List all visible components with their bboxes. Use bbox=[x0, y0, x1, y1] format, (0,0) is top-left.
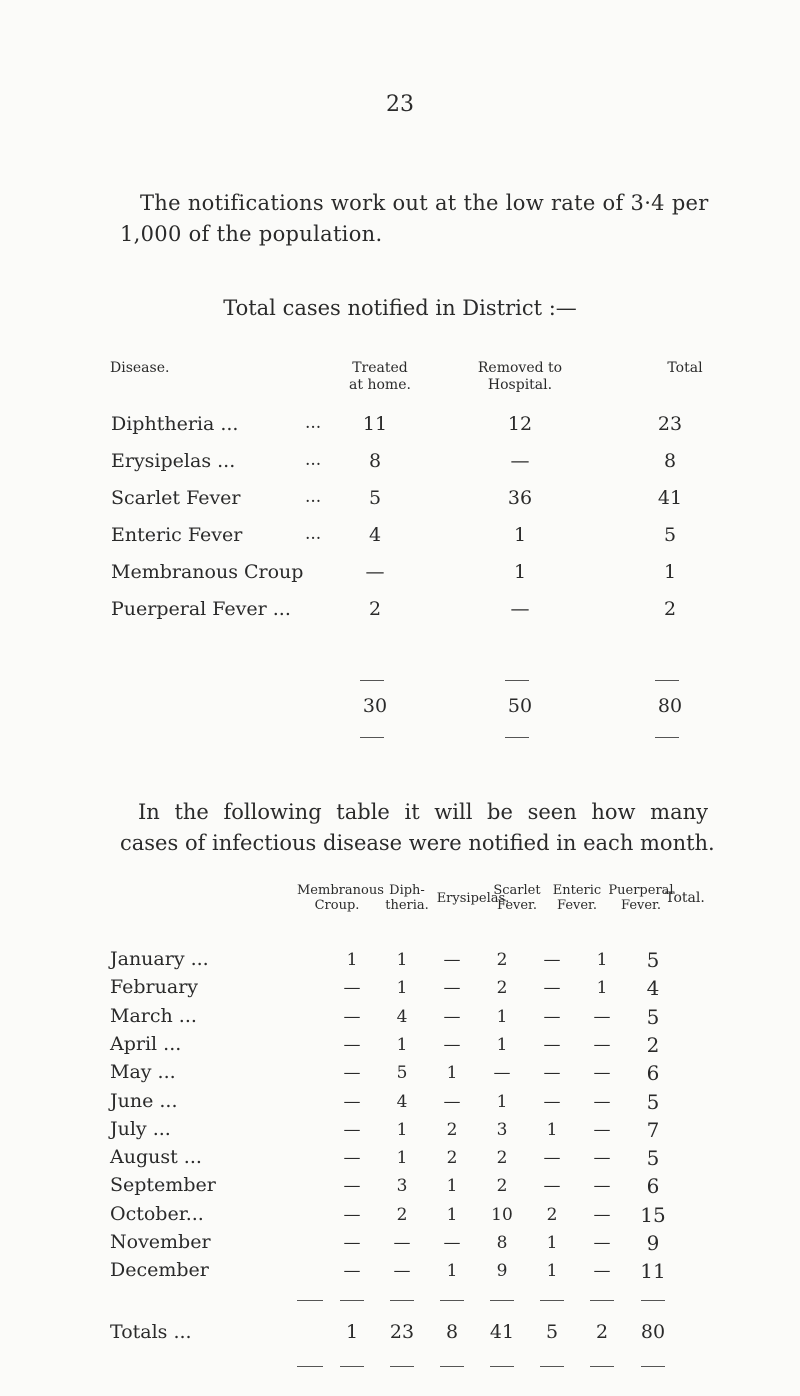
t2-cell: — bbox=[543, 1176, 561, 1196]
t1-row-total: 1 bbox=[663, 561, 677, 583]
t2-cell: 11 bbox=[640, 1259, 666, 1283]
t1-header-removed-line2: Hospital. bbox=[487, 377, 553, 393]
t2-month-label: July ... bbox=[110, 1118, 171, 1140]
t2-cell: — bbox=[593, 1176, 611, 1196]
t2-rule bbox=[390, 1300, 414, 1301]
t2-cell: 15 bbox=[640, 1203, 666, 1227]
t1-row-treated: 11 bbox=[362, 413, 388, 435]
t2-rule bbox=[490, 1366, 514, 1367]
t2-total-cell: 8 bbox=[445, 1321, 459, 1343]
t2-rule bbox=[490, 1300, 514, 1301]
intro-line-2: 1,000 of the population. bbox=[120, 222, 383, 246]
t2-cell: — bbox=[343, 1120, 361, 1140]
t2-cell: 5 bbox=[646, 1005, 660, 1029]
t1-row-dots: ... bbox=[305, 413, 322, 433]
t1-rule bbox=[655, 737, 679, 738]
t2-header-line1: Scarlet bbox=[493, 883, 541, 898]
para2-line-1: In the following table it will be seen how many bbox=[138, 800, 708, 824]
t2-cell: — bbox=[443, 1233, 461, 1253]
t1-rule bbox=[360, 737, 384, 738]
t1-row-treated: — bbox=[365, 561, 385, 583]
table1-title: Total cases notified in District :— bbox=[223, 296, 577, 320]
t2-cell: — bbox=[443, 1035, 461, 1055]
t2-cell: 1 bbox=[496, 1035, 508, 1055]
t2-cell: — bbox=[343, 1176, 361, 1196]
t2-cell: 1 bbox=[396, 950, 408, 970]
t1-total-total: 80 bbox=[657, 695, 683, 717]
t2-cell: — bbox=[593, 1205, 611, 1225]
t1-header-treated-line2: at home. bbox=[349, 377, 411, 393]
t1-header-total: Total bbox=[667, 360, 703, 376]
t2-header-line1: Erysipelas. bbox=[436, 891, 510, 906]
t2-rule bbox=[440, 1300, 464, 1301]
t1-total-removed: 50 bbox=[507, 695, 533, 717]
t1-row-disease: Erysipelas ... bbox=[111, 450, 236, 472]
t2-cell: 2 bbox=[446, 1148, 458, 1168]
t2-total-cell: 80 bbox=[640, 1321, 666, 1343]
t2-rule bbox=[297, 1300, 323, 1301]
t2-cell: 5 bbox=[646, 948, 660, 972]
t2-rule bbox=[641, 1366, 665, 1367]
t2-cell: — bbox=[343, 1233, 361, 1253]
t2-cell: 1 bbox=[396, 1120, 408, 1140]
t1-row-dots: ... bbox=[305, 487, 322, 507]
t1-rule bbox=[505, 737, 529, 738]
t2-cell: 1 bbox=[446, 1261, 458, 1281]
t1-header-treated bbox=[320, 360, 440, 394]
t1-row-treated: 8 bbox=[368, 450, 382, 472]
t2-cell: 8 bbox=[496, 1233, 508, 1253]
t2-rule bbox=[590, 1366, 614, 1367]
t1-row-removed: 12 bbox=[507, 413, 533, 435]
t2-cell: — bbox=[543, 1007, 561, 1027]
t2-cell: 1 bbox=[546, 1120, 558, 1140]
t2-cell: — bbox=[343, 1092, 361, 1112]
t2-cell: — bbox=[493, 1063, 511, 1083]
intro-line-1: The notifications work out at the low rate of 3·4 per bbox=[140, 191, 709, 215]
para2-line-2: cases of infectious disease were notified in each month. bbox=[120, 831, 715, 855]
t2-month-label: January ... bbox=[110, 948, 209, 970]
t2-month-label: February bbox=[110, 976, 199, 998]
t1-row-total: 5 bbox=[663, 524, 677, 546]
t2-totals-label: Totals ... bbox=[110, 1321, 192, 1343]
t2-cell: — bbox=[593, 1007, 611, 1027]
t2-rule bbox=[297, 1366, 323, 1367]
t2-cell: — bbox=[543, 1035, 561, 1055]
t1-row-disease: Membranous Croup bbox=[111, 561, 304, 583]
t1-row-treated: 4 bbox=[368, 524, 382, 546]
t2-cell: 2 bbox=[496, 1148, 508, 1168]
t2-rule bbox=[440, 1366, 464, 1367]
t1-row-removed: — bbox=[510, 598, 530, 620]
t1-header-disease: Disease. bbox=[110, 360, 170, 376]
t2-cell: — bbox=[343, 1007, 361, 1027]
t2-cell: 2 bbox=[646, 1033, 660, 1057]
t2-rule bbox=[390, 1366, 414, 1367]
t2-total-cell: 41 bbox=[489, 1321, 515, 1343]
t2-header bbox=[662, 891, 708, 906]
t2-cell: — bbox=[593, 1092, 611, 1112]
t2-month-label: May ... bbox=[110, 1061, 176, 1083]
t2-cell: — bbox=[343, 978, 361, 998]
t2-cell: — bbox=[593, 1035, 611, 1055]
t2-header bbox=[377, 883, 437, 913]
t2-cell: 1 bbox=[446, 1176, 458, 1196]
t1-header-removed bbox=[450, 360, 590, 394]
t2-cell: 4 bbox=[396, 1007, 408, 1027]
t2-cell: 10 bbox=[491, 1205, 513, 1225]
t2-cell: 1 bbox=[546, 1261, 558, 1281]
t2-header-line1: Puerperal bbox=[608, 883, 674, 898]
t2-rule bbox=[590, 1300, 614, 1301]
t2-header-line2: Croup. bbox=[314, 898, 360, 913]
t2-cell: — bbox=[593, 1120, 611, 1140]
t2-month-label: December bbox=[110, 1259, 209, 1281]
t2-cell: 4 bbox=[396, 1092, 408, 1112]
t2-total-cell: 1 bbox=[345, 1321, 359, 1343]
t2-cell: 1 bbox=[396, 978, 408, 998]
t2-header bbox=[297, 883, 384, 913]
t2-cell: 2 bbox=[546, 1205, 558, 1225]
t1-header-treated-line1: Treated bbox=[352, 360, 408, 376]
t2-cell: 1 bbox=[596, 950, 608, 970]
t2-cell: — bbox=[443, 978, 461, 998]
t2-month-label: September bbox=[110, 1174, 216, 1196]
t2-cell: 7 bbox=[646, 1118, 660, 1142]
t1-row-dots: ... bbox=[305, 524, 322, 544]
t2-cell: 1 bbox=[446, 1205, 458, 1225]
t2-cell: 1 bbox=[596, 978, 608, 998]
t1-row-removed: 1 bbox=[513, 561, 527, 583]
t1-row-total: 2 bbox=[663, 598, 677, 620]
t1-row-total: 23 bbox=[657, 413, 683, 435]
t2-cell: 5 bbox=[646, 1090, 660, 1114]
t1-row-treated: 2 bbox=[368, 598, 382, 620]
t1-row-dots: ... bbox=[305, 450, 322, 470]
t2-month-label: August ... bbox=[110, 1146, 202, 1168]
t2-cell: 9 bbox=[646, 1231, 660, 1255]
t2-cell: 1 bbox=[496, 1092, 508, 1112]
t2-cell: — bbox=[593, 1063, 611, 1083]
t2-cell: 2 bbox=[496, 950, 508, 970]
t2-cell: — bbox=[343, 1035, 361, 1055]
t2-cell: — bbox=[543, 1092, 561, 1112]
t2-header-line2: Fever. bbox=[621, 898, 661, 913]
t1-row-disease: Puerperal Fever ... bbox=[111, 598, 291, 620]
t2-cell: — bbox=[543, 1063, 561, 1083]
t2-total-cell: 23 bbox=[389, 1321, 415, 1343]
t1-rule bbox=[655, 680, 679, 681]
t1-row-disease: Enteric Fever bbox=[111, 524, 243, 546]
t2-cell: 1 bbox=[346, 950, 358, 970]
t1-header-removed-line1: Removed to bbox=[477, 360, 563, 376]
t2-cell: — bbox=[393, 1233, 411, 1253]
t1-row-disease: Diphtheria ... bbox=[111, 413, 239, 435]
t2-cell: 6 bbox=[646, 1174, 660, 1198]
t2-cell: 2 bbox=[446, 1120, 458, 1140]
t2-cell: 2 bbox=[396, 1205, 408, 1225]
t2-cell: — bbox=[543, 950, 561, 970]
t2-month-label: October... bbox=[110, 1203, 204, 1225]
t2-header-line1: Total. bbox=[665, 890, 705, 906]
t2-month-label: April ... bbox=[110, 1033, 182, 1055]
t2-cell: — bbox=[593, 1261, 611, 1281]
t2-total-cell: 5 bbox=[545, 1321, 559, 1343]
t2-cell: — bbox=[543, 1148, 561, 1168]
t2-cell: 3 bbox=[496, 1120, 508, 1140]
t2-month-label: June ... bbox=[110, 1090, 178, 1112]
t2-header-line1: Enteric bbox=[552, 883, 602, 898]
t2-month-label: March ... bbox=[110, 1005, 197, 1027]
para2 bbox=[120, 797, 715, 859]
t2-cell: 1 bbox=[396, 1035, 408, 1055]
t2-cell: — bbox=[393, 1261, 411, 1281]
t2-cell: 5 bbox=[396, 1063, 408, 1083]
t2-cell: 1 bbox=[496, 1007, 508, 1027]
t1-row-removed: 1 bbox=[513, 524, 527, 546]
t2-header-line1: Membranous bbox=[297, 883, 384, 898]
t2-cell: 1 bbox=[546, 1233, 558, 1253]
t2-header-line2: Fever. bbox=[497, 898, 537, 913]
t2-cell: — bbox=[543, 978, 561, 998]
t2-cell: 5 bbox=[646, 1146, 660, 1170]
t2-cell: 1 bbox=[396, 1148, 408, 1168]
t2-cell: — bbox=[343, 1148, 361, 1168]
t2-cell: — bbox=[593, 1233, 611, 1253]
t2-cell: — bbox=[343, 1261, 361, 1281]
t2-header-line2: theria. bbox=[385, 898, 429, 913]
t2-cell: 9 bbox=[496, 1261, 508, 1281]
t2-cell: — bbox=[443, 1007, 461, 1027]
t2-cell: 2 bbox=[496, 978, 508, 998]
t2-rule bbox=[540, 1300, 564, 1301]
t2-cell: — bbox=[443, 950, 461, 970]
t2-month-label: November bbox=[110, 1231, 211, 1253]
t2-cell: — bbox=[443, 1092, 461, 1112]
t1-row-disease: Scarlet Fever bbox=[111, 487, 241, 509]
t2-cell: 1 bbox=[446, 1063, 458, 1083]
t2-cell: 3 bbox=[396, 1176, 408, 1196]
t1-row-removed: 36 bbox=[507, 487, 533, 509]
t2-total-cell: 2 bbox=[595, 1321, 609, 1343]
t2-rule bbox=[340, 1366, 364, 1367]
intro-paragraph bbox=[120, 188, 709, 250]
t2-header bbox=[547, 883, 607, 913]
t2-header-line1: Diph- bbox=[389, 883, 425, 898]
t2-rule bbox=[340, 1300, 364, 1301]
t1-total-treated: 30 bbox=[362, 695, 388, 717]
t1-rule bbox=[505, 680, 529, 681]
t2-cell: 6 bbox=[646, 1061, 660, 1085]
t2-rule bbox=[641, 1300, 665, 1301]
t2-rule bbox=[540, 1366, 564, 1367]
t2-cell: — bbox=[343, 1063, 361, 1083]
t2-cell: — bbox=[343, 1205, 361, 1225]
t1-row-total: 8 bbox=[663, 450, 677, 472]
t1-rule bbox=[360, 680, 384, 681]
t1-row-total: 41 bbox=[657, 487, 683, 509]
t2-cell: 4 bbox=[646, 976, 660, 1000]
t1-row-treated: 5 bbox=[368, 487, 382, 509]
t2-header bbox=[487, 883, 547, 913]
t2-cell: — bbox=[593, 1148, 611, 1168]
t2-cell: 2 bbox=[496, 1176, 508, 1196]
t1-row-removed: — bbox=[510, 450, 530, 472]
t2-header-line2: Fever. bbox=[557, 898, 597, 913]
page-number: 23 bbox=[386, 92, 414, 117]
